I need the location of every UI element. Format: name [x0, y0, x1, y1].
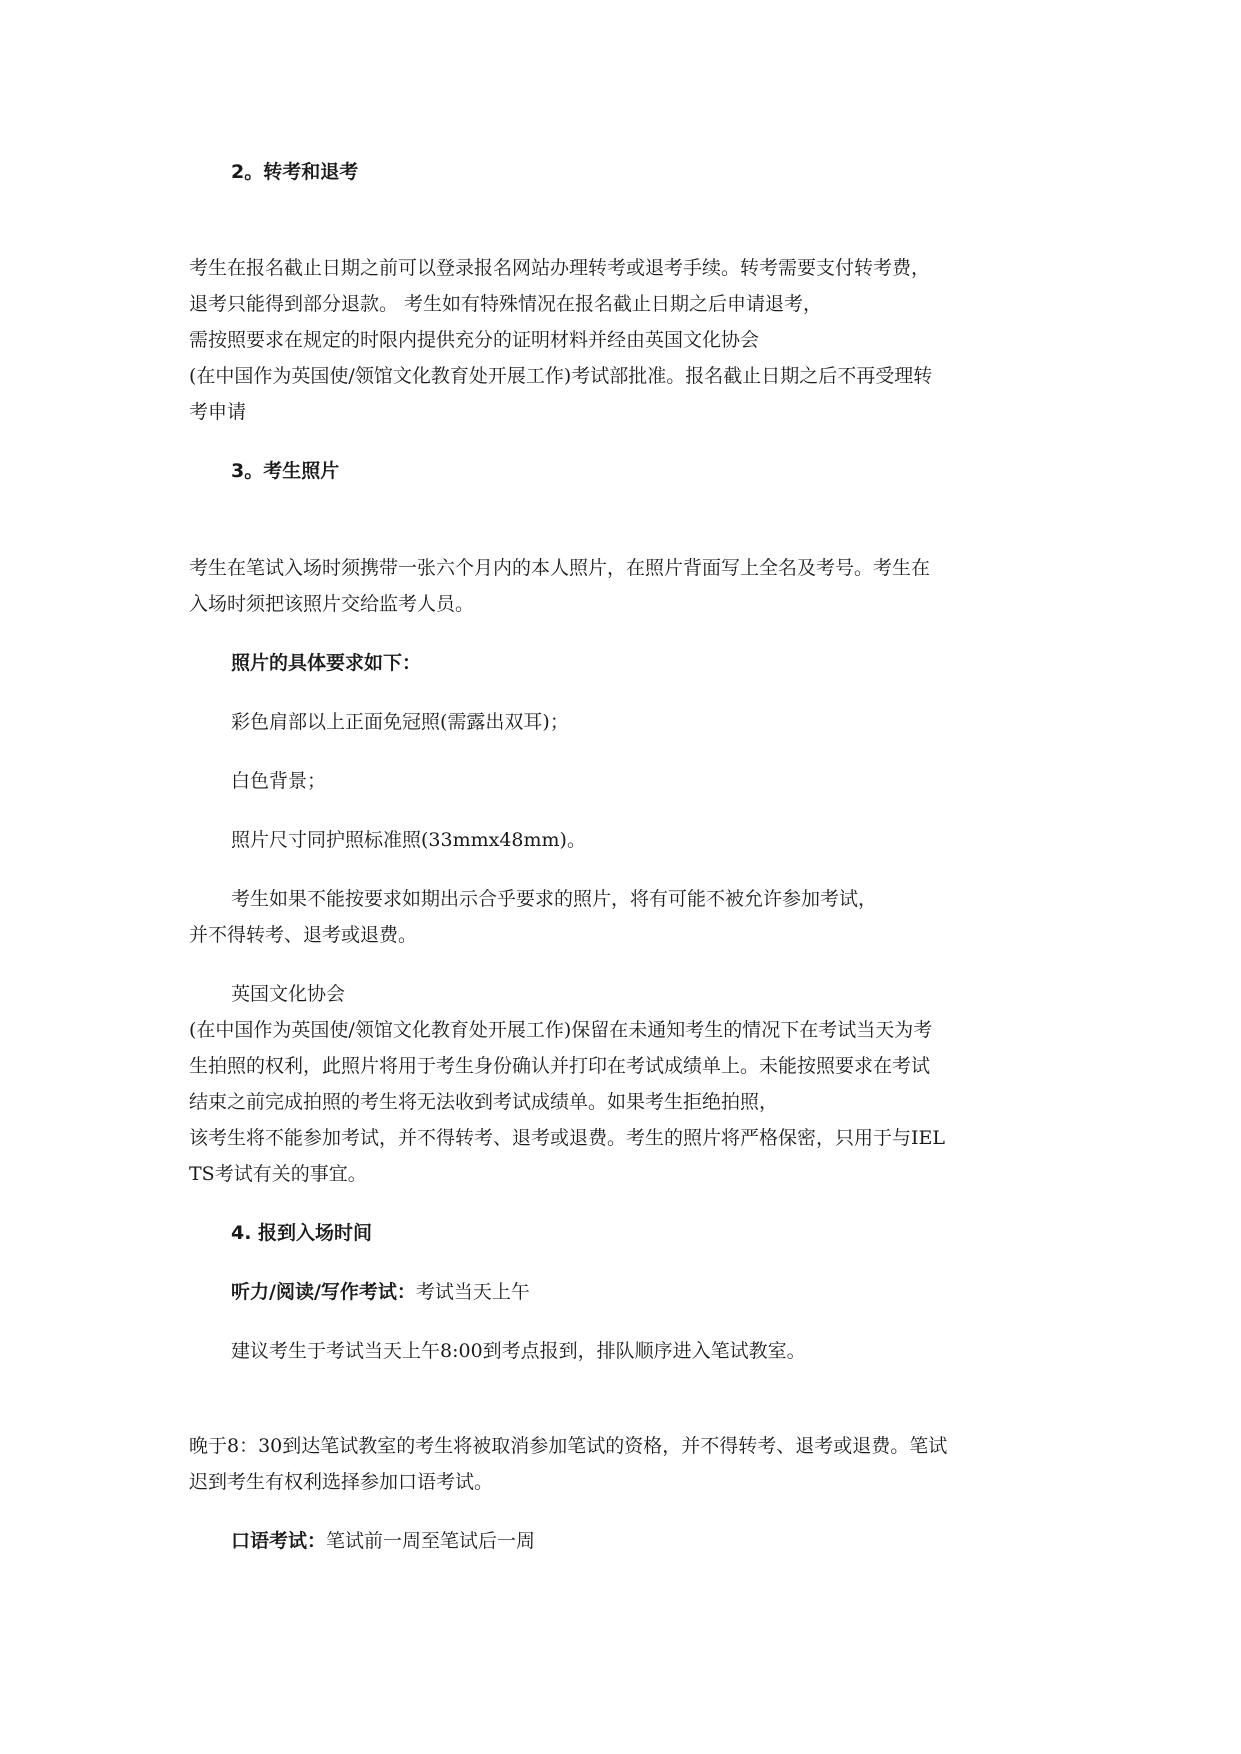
council-line-3: 生拍照的权利，此照片将用于考生身份确认并打印在考试成绩单上。未能按照要求在考试: [189, 1055, 931, 1077]
council-line-4: 结束之前完成拍照的考生将无法收到考试成绩单。如果考生拒绝拍照，: [189, 1091, 779, 1113]
photo-warning-line-2: 并不得转考、退考或退费。: [189, 924, 418, 946]
section-2-line-3: 需按照要求在规定的时限内提供充分的证明材料并经由英国文化协会: [189, 329, 760, 351]
section-4-heading: 4. 报到入场时间: [231, 1222, 373, 1244]
speaking-exam-label: 口语考试：: [231, 1530, 327, 1552]
council-line-2: (在中国作为英国使/领馆文化教育处开展工作)保留在未通知考生的情况下在考试当天为考: [189, 1019, 933, 1041]
late-arrival-line-2: 迟到考生有权利选择参加口语考试。: [189, 1471, 494, 1493]
section-2-line-1: 考生在报名截止日期之前可以登录报名网站办理转考或退考手续。转考需要支付转考费，: [189, 257, 931, 279]
written-exam-value: 考试当天上午: [415, 1281, 530, 1303]
section-2-heading: 2。转考和退考: [231, 161, 359, 183]
council-line-5: 该考生将不能参加考试，并不得转考、退考或退费。考生的照片将严格保密，只用于与IEL: [189, 1127, 945, 1149]
section-2-line-2: 退考只能得到部分退款。 考生如有特殊情况在报名截止日期之后申请退考，: [189, 293, 823, 315]
photo-requirement-1: 彩色肩部以上正面免冠照(需露出双耳)；: [231, 711, 569, 733]
council-line-1: 英国文化协会: [231, 983, 346, 1005]
photo-requirements-heading: 照片的具体要求如下：: [231, 652, 422, 674]
written-exam-advice: 建议考生于考试当天上午8:00到考点报到，排队顺序进入笔试教室。: [231, 1340, 806, 1362]
section-3-heading: 3。考生照片: [231, 460, 340, 482]
late-arrival-line-1: 晚于8：30到达笔试教室的考生将被取消参加笔试的资格，并不得转考、退考或退费。笔试: [189, 1435, 948, 1457]
written-exam-line: [231, 1283, 530, 1302]
photo-requirement-3: 照片尺寸同护照标准照(33mmx48mm)。: [231, 829, 586, 851]
photo-requirement-2: 白色背景；: [231, 770, 327, 792]
section-3-intro-line-1: 考生在笔试入场时须携带一张六个月内的本人照片，在照片背面写上全名及考号。考生在: [189, 557, 931, 579]
section-3-intro-line-2: 入场时须把该照片交给监考人员。: [189, 593, 475, 615]
council-line-6: TS考试有关的事宜。: [189, 1163, 367, 1185]
speaking-exam-value: 笔试前一周至笔试后一周: [326, 1530, 536, 1552]
speaking-exam-line: [231, 1532, 535, 1551]
section-2-line-5: 考申请: [189, 401, 247, 423]
section-2-line-4: (在中国作为英国使/领馆文化教育处开展工作)考试部批准。报名截止日期之后不再受理转: [189, 365, 933, 387]
photo-warning-line-1: 考生如果不能按要求如期出示合乎要求的照片，将有可能不被允许参加考试，: [231, 888, 878, 910]
written-exam-label: 听力/阅读/写作考试：: [231, 1281, 416, 1303]
